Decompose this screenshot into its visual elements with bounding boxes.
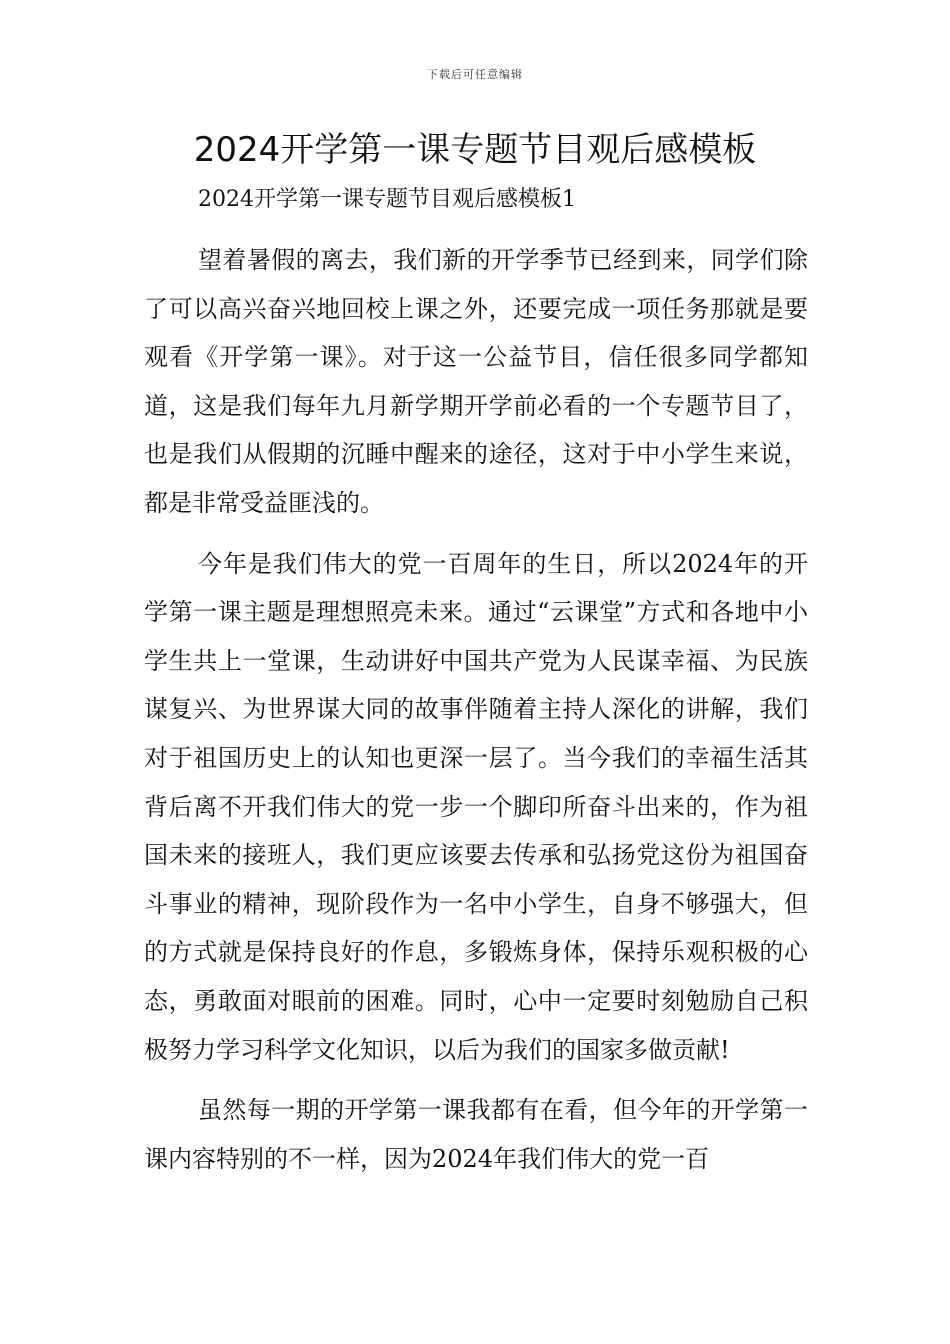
paragraph-3: 虽然每一期的开学第一课我都有在看，但今年的开学第一课内容特别的不一样，因为2024年我们伟大的党一百 — [144, 1096, 808, 1173]
document-body — [144, 180, 808, 1183]
section-subtitle: 2024开学第一课专题节目观后感模板1 — [198, 187, 576, 212]
header-note: 下载后可任意编辑 — [427, 68, 523, 81]
paragraph-1: 望着暑假的离去，我们新的开学季节已经到来，同学们除了可以高兴奋兴地回校上课之外，还要完成一项任务那就是要观看《开学第一课》。对于这一公益节目，信任很多同学都知道，这是我们每年九月新学期开学前必看的一个专题节目了，也是我们从假期的沉睡中醒来的途径，这对于中小学生来说，都是非常受益匪浅的。 — [144, 246, 808, 517]
document-title: 2024开学第一课专题节目观后感模板 — [193, 130, 757, 170]
paragraph-2: 今年是我们伟大的党一百周年的生日，所以2024年的开学第一课主题是理想照亮未来。通过“云课堂”方式和各地中小学生共上一堂课，生动讲好中国共产党为人民谋幸福、为民族谋复兴、为世界谋大同的故事伴随着主持人深化的讲解，我们对于祖国历史上的认知也更深一层了。当今我们的幸福生活其背后离不开我们伟大的党一步一个脚印所奋斗出来的，作为祖国未来的接班人，我们更应该要去传承和弘扬党这份为祖国奋斗事业的精神，现阶段作为一名中小学生，自身不够强大，但的方式就是保持良好的作息，多锻炼身体，保持乐观积极的心态，勇敢面对眼前的困难。同时，心中一定要时刻勉励自己积极努力学习科学文化知识，以后为我们的国家多做贡献! — [144, 549, 808, 1064]
